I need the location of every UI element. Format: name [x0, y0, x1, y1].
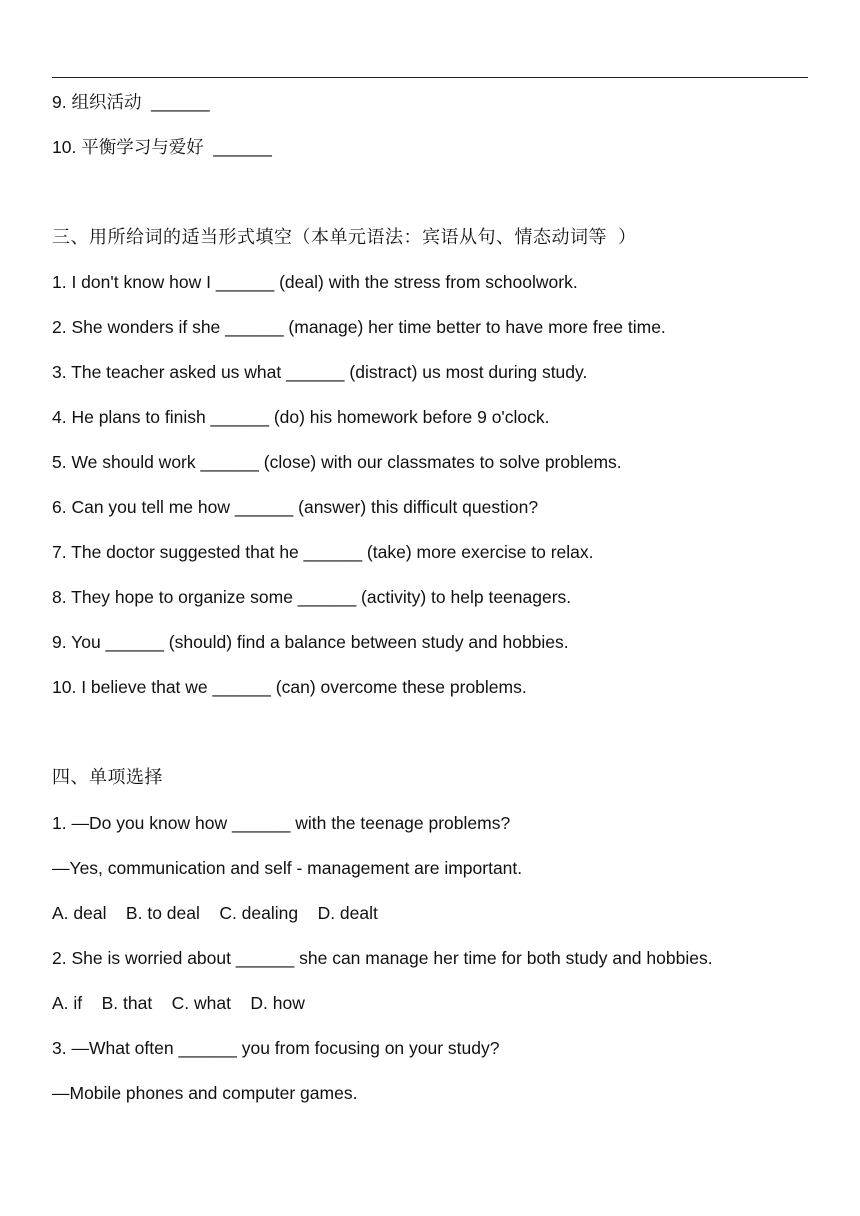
fill-blank-item-7: 7. The doctor suggested that he ______ (take) more exercise to relax.	[52, 542, 594, 562]
fill-blank-item-10: 10. I believe that we ______ (can) overcome these problems.	[52, 677, 527, 697]
fill-blank-item-4: 4. He plans to finish ______ (do) his homework before 9 o'clock.	[52, 407, 550, 427]
mc-q3-question: 3. —What often ______ you from focusing on your study?	[52, 1038, 500, 1058]
mc-q2-options: A. if B. that C. what D. how	[52, 993, 305, 1013]
fill-blank-item-6: 6. Can you tell me how ______ (answer) this difficult question?	[52, 497, 539, 517]
mc-q1-reply: —Yes, communication and self - management are important.	[52, 858, 523, 878]
fill-blank-item-9: 9. You ______ (should) find a balance between study and hobbies.	[52, 632, 569, 652]
fill-blank-item-3: 3. The teacher asked us what ______ (distract) us most during study.	[52, 362, 588, 382]
fill-blank-item-5: 5. We should work ______ (close) with our classmates to solve problems.	[52, 452, 622, 472]
vocab-item-10: 10. 平衡学习与爱好 ______	[52, 137, 272, 157]
section3-heading: 三、用所给词的适当形式填空（本单元语法：宾语从句、情态动词等 ）	[52, 227, 637, 247]
fill-blank-item-8: 8. They hope to organize some ______ (activity) to help teenagers.	[52, 587, 572, 607]
mc-q2-question: 2. She is worried about ______ she can manage her time for both study and hobbies.	[52, 948, 713, 968]
fill-blank-item-2: 2. She wonders if she ______ (manage) her time better to have more free time.	[52, 317, 666, 337]
mc-q3-reply: —Mobile phones and computer games.	[52, 1083, 358, 1103]
section4-heading: 四、单项选择	[52, 767, 163, 787]
mc-q1-options: A. deal B. to deal C. dealing D. dealt	[52, 903, 378, 923]
top-divider	[52, 77, 808, 78]
mc-q1-question: 1. —Do you know how ______ with the teenage problems?	[52, 813, 511, 833]
fill-blank-item-1: 1. I don't know how I ______ (deal) with the stress from schoolwork.	[52, 272, 578, 292]
vocab-item-9: 9. 组织活动 ______	[52, 92, 210, 112]
